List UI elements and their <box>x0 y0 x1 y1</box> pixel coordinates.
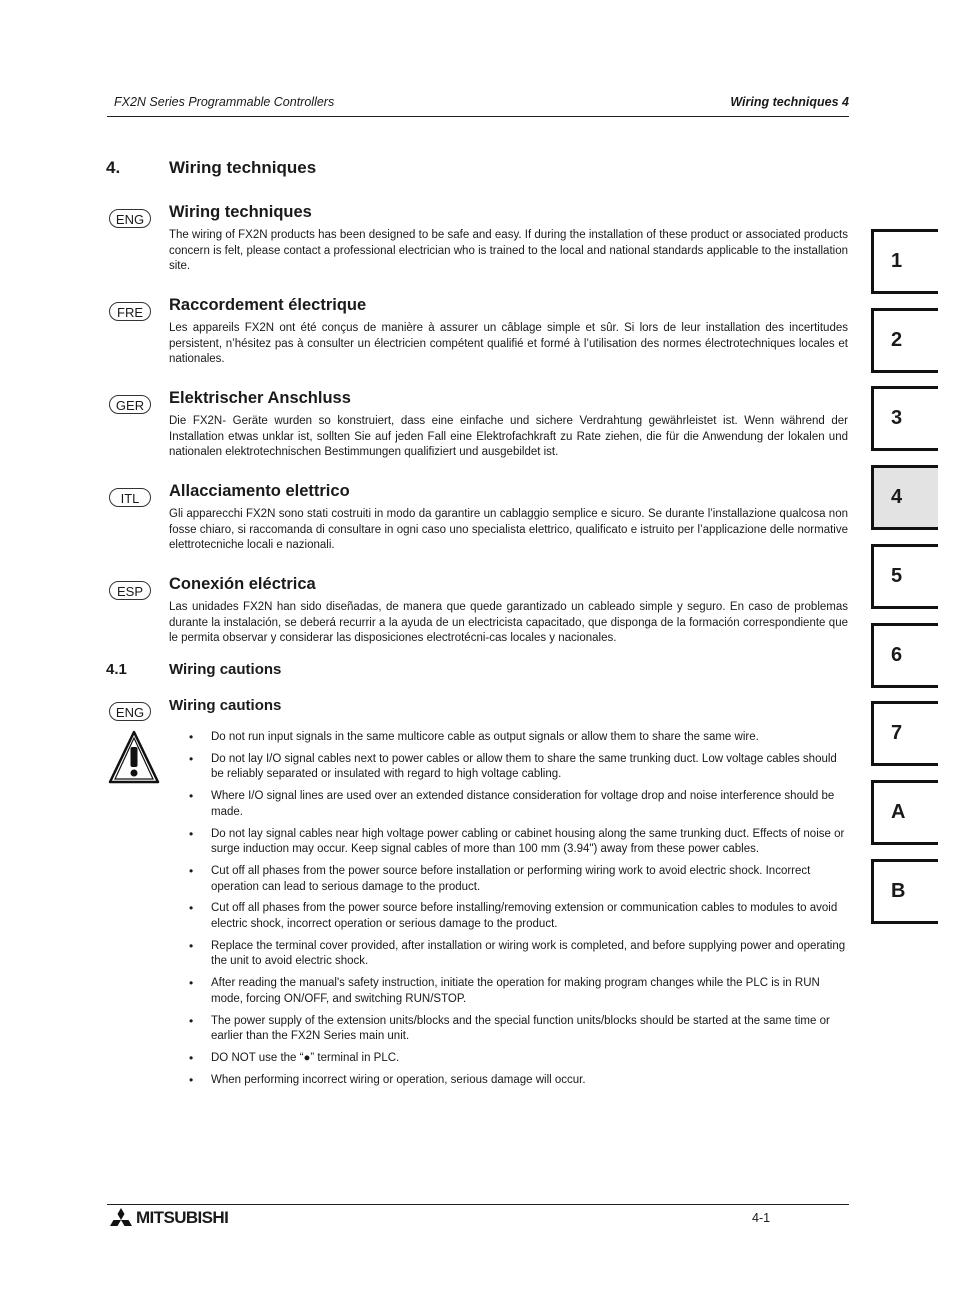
chapter-tab-label: A <box>891 801 906 823</box>
chapter-tab-1[interactable] <box>871 229 938 294</box>
caution-item: • Cut off all phases from the power source before installation or performing wiring work to avoid electric shock. Incorrect operation can lead to serious damage to the product. <box>189 864 849 895</box>
caution-item: • Do not lay signal cables near high voltage power cabling or cabinet housing along the same trunking duct. Effects of noise or surge induction may occur. Keep signal cables of more than 100 mm (3.94") away from these power cables. <box>189 827 849 858</box>
cautions-list <box>189 730 849 1094</box>
section-text-ger: Die FX2N- Geräte wurden so konstruiert, dass eine einfache und sichere Verdrahtung gewährleistet ist. Wenn während der Installation etwas unklar ist, sollten Sie auf jeden Fall eine Elektrofachkraft zu Rate ziehen, die für die Anwendung der lokalen und nationalen elektrotechnischen Bestimmungen qualifiziert und ausgebildet ist. <box>169 415 848 459</box>
chapter-tab-label: 4 <box>891 486 903 508</box>
chapter-tab-label: 6 <box>891 644 903 666</box>
chapter-number: 4. <box>106 158 121 177</box>
footer-divider <box>107 1204 849 1205</box>
caution-item: • Do not run input signals in the same multicore cable as output signals or allow them to share the same wire. <box>189 730 849 746</box>
chapter-tab-label: 7 <box>891 722 903 744</box>
section-title-esp: Conexión eléctrica <box>169 575 316 593</box>
chapter-tab-a[interactable] <box>871 780 938 845</box>
chapter-tab-3[interactable] <box>871 386 938 451</box>
chapter-tab-b[interactable] <box>871 859 938 924</box>
lang-badge-ger: GER <box>109 395 151 414</box>
brand-name: MITSUBISHI <box>136 1208 229 1227</box>
running-header-title: FX2N Series Programmable Controllers <box>114 95 335 109</box>
chapter-tab-label: B <box>891 880 906 902</box>
caution-item: • DO NOT use the “●” terminal in PLC. <box>189 1051 849 1067</box>
section-text-esp: Las unidades FX2N han sido diseñadas, de manera que quede garantizado un cableado simple y seguro. En caso de problemas durante la instalación, se deberá recurrir a la ayuda de un electricista capacitado, que disponga de la formación correspondiente que le permita observar y considerar las disposiciones electrotécni-cas locales y nacionales. <box>169 601 848 645</box>
warning-triangle-icon <box>108 730 160 784</box>
chapter-tab-5[interactable] <box>871 544 938 609</box>
mitsubishi-logo-icon <box>108 1208 134 1230</box>
caution-item: • When performing incorrect wiring or operation, serious damage will occur. <box>189 1073 849 1089</box>
caution-item: • Do not lay I/O signal cables next to power cables or allow them to share the same trunking duct. Low voltage cables should be reliably separated or insulated with regard to high voltage cabling. <box>189 752 849 783</box>
chapter-tab-label: 5 <box>891 565 903 587</box>
section-title-itl: Allacciamento elettrico <box>169 482 350 500</box>
lang-badge-fre: FRE <box>109 302 151 321</box>
subsection-title: Wiring cautions <box>169 661 282 678</box>
chapter-tab-label: 2 <box>891 329 903 351</box>
section-text-fre: Les appareils FX2N ont été conçus de manière à assurer un câblage simple et sûr. Si lors de leur installation des incertitudes persistent, n’hésitez pas à consulter un électricien compétent qualifié et formé à l’utilisation des normes électrotechniques locales et nationales. <box>169 322 848 366</box>
lang-badge-eng: ENG <box>109 209 151 228</box>
section-title-fre: Raccordement électrique <box>169 296 367 314</box>
running-header-chapter: Wiring techniques 4 <box>730 95 849 109</box>
chapter-tab-label: 1 <box>891 250 903 272</box>
chapter-tab-label: 3 <box>891 407 903 429</box>
caution-item: • Where I/O signal lines are used over an extended distance consideration for voltage drop and noise interference should be made. <box>189 789 849 820</box>
lang-badge-esp: ESP <box>109 581 151 600</box>
cautions-title: Wiring cautions <box>169 697 282 714</box>
subsection-number: 4.1 <box>106 661 127 678</box>
chapter-title: Wiring techniques <box>169 158 317 177</box>
chapter-tab-7[interactable] <box>871 701 938 766</box>
lang-badge-itl: ITL <box>109 488 151 507</box>
chapter-tab-2[interactable] <box>871 308 938 373</box>
section-title-ger: Elektrischer Anschluss <box>169 389 351 407</box>
header-divider <box>107 116 849 117</box>
caution-item: • After reading the manual's safety instruction, initiate the operation for making program changes while the PLC is in RUN mode, forcing ON/OFF, and switching RUN/STOP. <box>189 976 849 1007</box>
caution-item: • Replace the terminal cover provided, after installation or wiring work is completed, and before supplying power and operating the unit to avoid electric shock. <box>189 939 849 970</box>
caution-item: • The power supply of the extension units/blocks and the special function units/blocks should be started at the same time or earlier than the FX2N Series main unit. <box>189 1014 849 1045</box>
page-number: 4-1 <box>752 1211 771 1225</box>
chapter-tab-6[interactable] <box>871 623 938 688</box>
caution-item: • Cut off all phases from the power source before installing/removing extension or communication cables to modules to avoid electric shock, incorrect operation or serious damage to the product. <box>189 901 849 932</box>
lang-badge-cautions: ENG <box>109 702 151 721</box>
section-text-itl: Gli apparecchi FX2N sono stati costruiti in modo da garantire un cablaggio semplice e sicuro. Se durante l’installazione qualcosa non fosse chiaro, si raccomanda di consultare in ogni caso uno specialista elettrico, qualificato e istruito per l’applicazione delle normative elettrotecniche locali e nazionali. <box>169 508 848 552</box>
chapter-tab-4[interactable] <box>871 465 938 530</box>
section-title-eng: Wiring techniques <box>169 203 312 221</box>
section-text-eng: The wiring of FX2N products has been designed to be safe and easy. If during the installation of these product or associated products concern is felt, please contact a professional electrician who is trained to the local and national standards applicable to the installation site. <box>169 229 848 273</box>
